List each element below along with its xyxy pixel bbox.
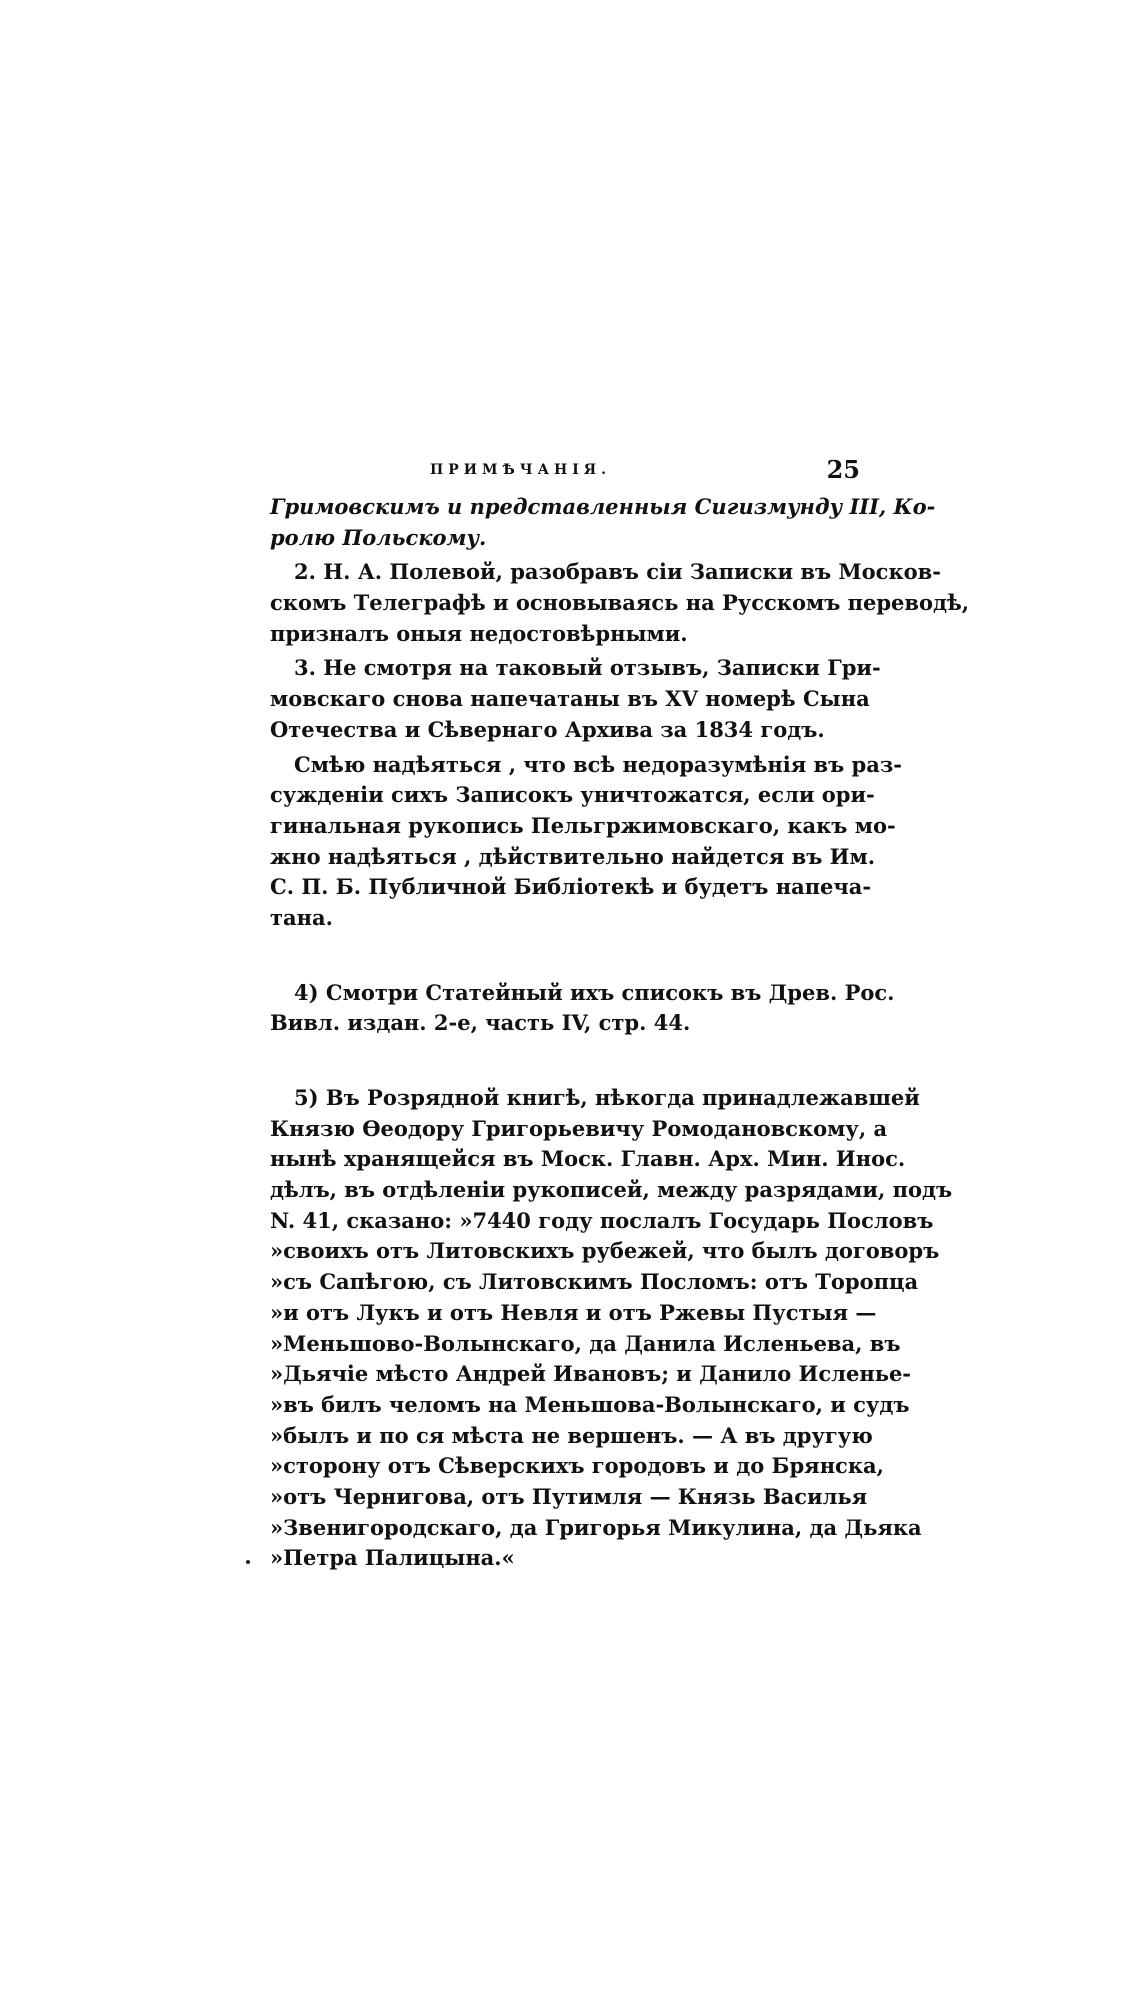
text-line: N. 41, сказано: »7440 году послалъ Государь Пословъ (270, 1207, 934, 1233)
text-line: гинальная рукопись Пельгржимовскаго, какъ мо- (270, 812, 896, 838)
text-line: »своихъ отъ Литовскихъ рубежей, что былъ договоръ (270, 1238, 940, 1264)
text-line: 4) Смотри Статейный ихъ списокъ въ Древ. Рос. (294, 979, 895, 1005)
text-line: Отечества и Сѣвернаго Архива за 1834 годъ. (270, 716, 825, 742)
paragraph-review (270, 653, 881, 745)
text-line: мовскаго снова напечатаны въ XV номерѣ Сына (270, 686, 870, 712)
text-line: »въ билъ челомъ на Меньшова-Волынскаго, и судъ (270, 1391, 910, 1417)
text-line: Смѣю надѣяться , что всѣ недоразумѣнія въ раз- (294, 751, 902, 777)
text-line: 2. Н. А. Полевой, разобравъ сіи Записки въ Москов- (294, 559, 941, 585)
text-line: »и отъ Лукъ и отъ Невля и отъ Ржевы Пустыя — (270, 1299, 877, 1325)
text-line: »отъ Чернигова, отъ Путимля — Князь Василья (270, 1483, 868, 1509)
text-line: нынѣ хранящейся въ Моск. Главн. Арх. Мин. Инос. (270, 1146, 906, 1172)
text-line: »сторону отъ Сѣверскихъ городовъ и до Брянска, (270, 1453, 884, 1479)
text-line: Вивл. издан. 2-е, часть IV, стр. 44. (270, 1010, 691, 1036)
text-line: »Звенигородскаго, да Григорья Микулина, да Дьяка (270, 1514, 922, 1540)
text-line: тана. (270, 904, 333, 930)
page-number: 25 (826, 455, 860, 484)
running-header (270, 455, 860, 489)
text-line: 5) Въ Розрядной книгѣ, нѣкогда принадлежавшей (294, 1085, 920, 1110)
text-line: 3. Не смотря на таковый отзывъ, Записки Гри- (294, 655, 881, 681)
text-line: »Петра Палицына.« (270, 1545, 515, 1571)
text-line: ролю Польскому. (270, 524, 487, 550)
text-line: сужденіи сихъ Записокъ уничтожатся, если ори- (270, 782, 875, 808)
text-line: Князю Ѳеодору Григорьевичу Ромодановскому, а (270, 1115, 888, 1141)
print-speck (246, 1560, 250, 1564)
text-line: призналъ оныя недостовѣрными. (270, 620, 688, 646)
paragraph-hope (270, 750, 902, 934)
page-text (270, 492, 970, 1574)
text-line: жно надѣяться , дѣйствительно найдется въ Им. (270, 843, 876, 869)
text-line: С. П. Б. Публичной Библіотекѣ и будетъ напеча- (270, 874, 872, 900)
paragraph-continuation (270, 492, 936, 553)
footnote-5 (270, 1083, 953, 1574)
text-line: »былъ и по ся мѣста не вершенъ. — А въ другую (270, 1422, 873, 1448)
text-line: дѣлъ, въ отдѣленіи рукописей, между разрядами, подъ (270, 1177, 953, 1203)
text-line: скомъ Телеграфѣ и основываясь на Русскомъ переводѣ, (270, 590, 970, 616)
paragraph-polevoy (270, 557, 970, 649)
footnote-4 (270, 978, 895, 1039)
running-title: ПРИМѢЧАНІЯ. (430, 462, 611, 478)
text-line: »Дьячіе мѣсто Андрей Ивановъ; и Данило Исленье- (270, 1361, 912, 1387)
text-line: »съ Сапѣгою, съ Литовскимъ Посломъ: отъ Торопца (270, 1269, 919, 1295)
text-line: »Меньшово-Волынскаго, да Данила Исленьева, въ (270, 1330, 901, 1356)
text-line: Гримовскимъ и представленныя Сигизмунду III, Ко- (270, 494, 936, 519)
